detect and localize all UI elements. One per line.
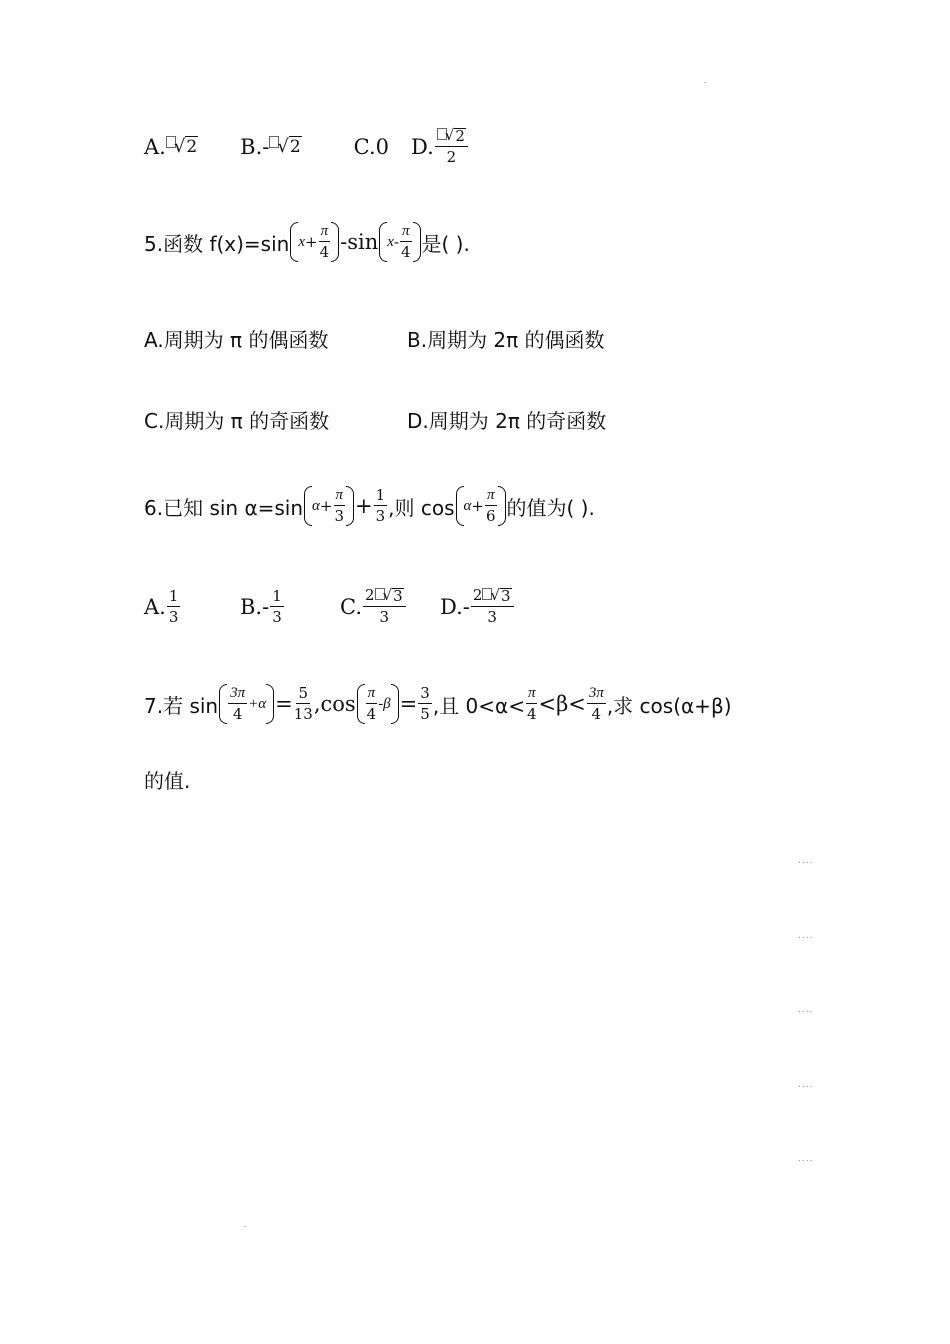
radical: √ 2 [269,136,301,157]
paren-group: x + $\frac{\pi}{4}$ [290,222,339,262]
corner-mark-bottom [244,1226,246,1227]
q6-option-c[interactable]: C. 2 √ 3 3 [340,588,440,625]
q6-mid: ,则 cos [388,495,455,520]
paren-group: x - $\frac{\pi}{4}$ [379,222,420,262]
q7-mid: ,且 0<α< [432,693,525,718]
paren-group: α + $\frac{\pi}{6}$ [456,486,506,526]
margin-mark: .... [798,931,814,941]
q6-suffix: 的值为( ). [506,495,595,520]
paren-group: $\frac{3\pi}{4}$ +α [219,684,274,724]
q4-options [144,128,469,165]
q4-option-c[interactable] [354,135,389,159]
fraction: $\frac{3}{5}$ [420,684,430,723]
option-label: A. [144,134,166,159]
margin-mark: .... [798,1005,814,1015]
q6-option-d[interactable]: D.- 2 √ 3 3 [440,588,515,625]
q6-prefix: 6.已知 sin α=sin [144,495,304,520]
paren-group: α + $\frac{\pi}{3}$ [304,486,354,526]
q5-option-d[interactable]: D.周期为 2π 的奇函数 [407,409,607,433]
option-label: C.0 [353,134,390,159]
q7-line2-text: 的值. [144,769,191,793]
q5-prefix: 5.函数 f(x)=sin [144,231,290,256]
q5-option-b[interactable]: B.周期为 2π 的偶函数 [407,328,605,352]
option-label: D. [411,134,434,159]
q6-options [144,588,515,625]
margin-mark: .... [798,1154,814,1164]
fraction: $\frac{1}{3}$ [375,486,386,525]
q7-suffix: ,求 cos(α+β) [606,693,732,718]
q7-line2 [144,765,190,794]
paren-group: $\frac{\pi}{4}$ -β [357,684,399,724]
q6-option-b[interactable]: B.- $\frac{1}{3}$ [240,586,282,626]
q5-options-row2 [144,405,606,434]
fraction: $\frac{5}{13}$ [293,684,313,723]
q7-stem: 7.若 sin $\frac{3\pi}{4}$ +α = $\frac{5}{13}$ ,cos $\frac{\pi}{4}$ -β = $\frac{3}{5}$ ,且 0<α< $\frac{\pi}{4}$ <β< $\frac{3\pi}{4}$ ,求 cos(α+β) [144,684,732,723]
q5-stem [144,222,470,262]
q6-option-a[interactable]: A. $\frac{1}{3}$ [144,586,179,626]
q5-option-c[interactable]: C.周期为 π 的奇函数 [144,409,330,433]
q6-stem: 6.已知 sin α=sin α + $\frac{\pi}{3}$ + $\frac{1}{3}$ ,则 cos α + $\frac{\pi}{6}$ 的值为( ). [144,486,595,525]
q5-mid: -sin [340,230,379,254]
margin-mark: .... [798,856,814,866]
q4-option-b[interactable] [240,135,302,159]
radical: √ 2 [166,136,198,157]
q4-option-d[interactable] [411,128,469,165]
margin-mark: .... [798,1080,814,1090]
q5-suffix: 是( ). [421,231,470,256]
fraction: √ 2 2 [435,128,468,165]
q5-option-a[interactable]: A.周期为 π 的偶函数 [144,328,329,352]
q7-prefix: 7.若 sin [144,693,219,718]
q5-options-row1 [144,324,605,353]
q4-option-a[interactable] [144,135,198,159]
corner-mark-top [704,82,706,83]
option-label: B.- [240,134,270,159]
